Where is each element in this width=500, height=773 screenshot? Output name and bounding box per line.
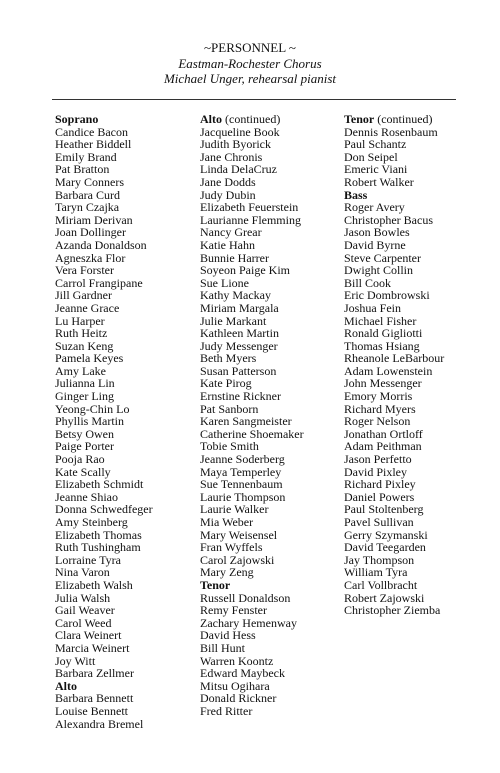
member-name-text: Laurie Walker: [200, 502, 269, 517]
roster-column-1: [55, 113, 153, 730]
member-name-text: Pamela Keyes: [55, 351, 124, 366]
member-name-text: Michael Fisher: [344, 313, 417, 328]
member-name-text: Remy Fenster: [200, 603, 267, 618]
member-name-text: Barbara Bennett: [55, 691, 134, 706]
member-name-text: Judy Dubin: [200, 187, 256, 202]
member-name-text: Richard Pixley: [344, 477, 416, 492]
member-name: [344, 604, 444, 617]
member-name-text: Gail Weaver: [55, 603, 115, 618]
member-name-text: Elizabeth Schmidt: [55, 477, 144, 492]
member-name-text: Russell Donaldson: [200, 590, 291, 605]
continued-note: (continued): [222, 112, 281, 126]
member-name-text: Dwight Collin: [344, 263, 414, 278]
member-name-text: Emeric Viani: [344, 162, 408, 177]
member-name-text: Nina Varon: [55, 565, 110, 580]
member-name-text: Carl Vollbracht: [344, 577, 418, 592]
member-name-text: Edward Maybeck: [200, 666, 285, 681]
member-name-text: Linda DelaCruz: [200, 162, 277, 177]
member-name-text: Alexandra Bremel: [55, 716, 144, 731]
member-name-text: Jill Gardner: [55, 288, 112, 303]
member-name-text: Jacqueline Book: [200, 124, 280, 139]
member-name-text: Daniel Powers: [344, 489, 415, 504]
member-name-text: Yeong-Chin Lo: [55, 401, 130, 416]
member-name-text: Mitsu Ogihara: [200, 678, 270, 693]
member-name: [200, 705, 304, 718]
member-name-text: Richard Myers: [344, 401, 416, 416]
member-name-text: Betsy Owen: [55, 426, 114, 441]
section-heading-label: Soprano: [55, 112, 99, 126]
member-name-text: Pavel Sullivan: [344, 515, 414, 529]
member-name-text: Amy Steinberg: [55, 515, 128, 529]
member-name-text: Thomas Hsiang: [344, 338, 420, 353]
member-name-text: Soyeon Paige Kim: [200, 263, 290, 278]
member-name-text: John Messenger: [344, 376, 422, 391]
member-name-text: Sue Lione: [200, 275, 249, 290]
member-name-text: Marcia Weinert: [55, 640, 130, 655]
member-name-text: Gerry Szymanski: [344, 527, 428, 542]
member-name-text: Julia Walsh: [55, 590, 111, 605]
member-name-text: Mary Zeng: [200, 565, 254, 580]
member-name-text: Pooja Rao: [55, 452, 105, 467]
member-name-text: Julianna Lin: [55, 376, 115, 391]
member-name-text: Ernstine Rickner: [200, 389, 281, 404]
divider-rule: [52, 99, 456, 100]
member-name-text: Emily Brand: [55, 149, 117, 164]
section-heading-label: Bass: [344, 187, 368, 202]
member-name-text: Warren Koontz: [200, 653, 274, 668]
pianist-credit: Michael Unger, rehearsal pianist: [163, 71, 337, 86]
member-name-text: Kathleen Martin: [200, 326, 279, 341]
member-name-text: Paul Stoltenberg: [344, 502, 424, 517]
roster-column-3: [344, 113, 444, 617]
member-name-text: David Hess: [200, 628, 256, 643]
member-name-text: David Pixley: [344, 464, 407, 479]
member-name-text: William Tyra: [344, 565, 408, 580]
member-name-text: Elizabeth Walsh: [55, 577, 133, 592]
member-name-text: David Teegarden: [344, 540, 426, 555]
member-name-text: Clara Weinert: [55, 628, 122, 643]
member-name-text: Carol Weed: [55, 615, 112, 630]
member-name-text: Beth Myers: [200, 351, 257, 366]
member-name-text: Azanda Donaldson: [55, 237, 147, 252]
roster-column-2: [200, 113, 304, 718]
member-name-text: Donald Rickner: [200, 691, 277, 706]
member-name-text: Miriam Derivan: [55, 212, 133, 227]
member-name-text: Eric Dombrowski: [344, 288, 430, 303]
member-name-text: Ruth Tushingham: [55, 540, 141, 555]
member-name-text: Sue Tennenbaum: [200, 477, 283, 492]
member-name-text: Ginger Ling: [55, 389, 114, 404]
page-header: [0, 40, 500, 87]
member-name-text: Christopher Ziemba: [344, 603, 441, 618]
member-name-text: Katie Hahn: [200, 237, 255, 252]
member-name-text: Judy Messenger: [200, 338, 278, 353]
member-name-text: Mary Conners: [55, 174, 124, 189]
member-name-text: Donna Schwedfeger: [55, 502, 153, 517]
member-name-text: Jeanne Soderberg: [200, 452, 285, 467]
member-name-text: Roger Avery: [344, 200, 405, 215]
member-name-text: Joan Dollinger: [55, 225, 126, 240]
member-name-text: Nancy Grear: [200, 225, 262, 240]
member-name-text: Zachary Hemenway: [200, 615, 297, 630]
member-name-text: Miriam Margala: [200, 300, 279, 315]
section-heading-label: Tenor: [200, 577, 231, 592]
member-name-text: Amy Lake: [55, 363, 106, 378]
member-name-text: Julie Markant: [200, 313, 267, 328]
page-title: ~PERSONNEL ~: [204, 40, 296, 55]
member-name-text: Mary Weisensel: [200, 527, 278, 542]
member-name-text: Lorraine Tyra: [55, 552, 121, 567]
member-name-text: Jane Chronis: [200, 149, 263, 164]
member-name-text: Pat Bratton: [55, 162, 110, 177]
member-name-text: Judith Byorick: [200, 137, 271, 152]
member-name-text: Elizabeth Thomas: [55, 527, 142, 542]
member-name-text: Robert Walker: [344, 174, 414, 189]
member-name-text: Agneszka Flor: [55, 250, 126, 265]
member-name: [55, 718, 153, 731]
member-name-text: Jeanne Shiao: [55, 489, 118, 504]
member-name-text: Barbara Curd: [55, 187, 120, 202]
member-name-text: Suzan Keng: [55, 338, 114, 353]
member-name-text: Don Seipel: [344, 149, 398, 164]
member-name-text: Kathy Mackay: [200, 288, 271, 303]
member-name-text: Fred Ritter: [200, 703, 253, 718]
member-name-text: Christopher Bacus: [344, 212, 433, 227]
member-name-text: Taryn Czajka: [55, 200, 120, 215]
member-name-text: Adam Peithman: [344, 439, 422, 454]
member-name-text: Carol Zajowski: [200, 552, 275, 567]
member-name-text: Jason Bowles: [344, 225, 410, 240]
member-name-text: Kate Pirog: [200, 376, 252, 391]
member-name-text: Roger Nelson: [344, 414, 411, 429]
ensemble-name: Eastman-Rochester Chorus: [178, 55, 322, 71]
member-name-text: Jason Perfetto: [344, 452, 412, 467]
section-heading-label: Alto: [200, 112, 222, 126]
member-name-text: Mia Weber: [200, 515, 254, 529]
member-name-text: Barbara Zellmer: [55, 666, 134, 681]
member-name-text: Laurie Thompson: [200, 489, 286, 504]
member-name-text: Susan Patterson: [200, 363, 277, 378]
member-name-text: Ronald Gigliotti: [344, 326, 423, 341]
member-name-text: Robert Zajowski: [344, 590, 425, 605]
member-name-text: Paige Porter: [55, 439, 114, 454]
section-heading-label: Tenor: [344, 112, 375, 126]
member-name-text: Bunnie Harrer: [200, 250, 269, 265]
member-name-text: Jeanne Grace: [55, 300, 120, 315]
member-name-text: Louise Bennett: [55, 703, 128, 718]
member-name-text: Carrol Frangipane: [55, 275, 143, 290]
member-name-text: Kate Scally: [55, 464, 111, 479]
member-name-text: Elizabeth Feuerstein: [200, 200, 299, 215]
member-name-text: Jane Dodds: [200, 174, 256, 189]
member-name-text: Ruth Heitz: [55, 326, 108, 341]
member-name-text: Steve Carpenter: [344, 250, 421, 265]
member-name-text: Jonathan Ortloff: [344, 426, 423, 441]
member-name-text: Dennis Rosenbaum: [344, 124, 438, 139]
member-name-text: Karen Sangmeister: [200, 414, 292, 429]
member-name-text: Phyllis Martin: [55, 414, 125, 429]
member-name-text: Candice Bacon: [55, 124, 128, 139]
member-name-text: Maya Temperley: [200, 464, 282, 479]
member-name-text: Paul Schantz: [344, 137, 407, 152]
member-name-text: Heather Biddell: [55, 137, 132, 152]
member-name-text: Rheanole LeBarbour: [344, 351, 445, 366]
member-name-text: David Byrne: [344, 237, 406, 252]
member-name-text: Joshua Fein: [344, 300, 401, 315]
continued-note: (continued): [374, 112, 433, 126]
member-name-text: Jay Thompson: [344, 552, 415, 567]
member-name-text: Bill Hunt: [200, 640, 246, 655]
member-name-text: Bill Cook: [344, 275, 392, 290]
member-name-text: Lu Harper: [55, 313, 105, 328]
member-name-text: Pat Sanborn: [200, 401, 259, 416]
member-name-text: Tobie Smith: [200, 439, 259, 454]
member-name-text: Vera Forster: [55, 263, 114, 278]
section-heading-label: Alto: [55, 678, 77, 693]
member-name-text: Laurianne Flemming: [200, 212, 301, 227]
member-name-text: Catherine Shoemaker: [200, 426, 304, 441]
member-name-text: Emory Morris: [344, 389, 413, 404]
member-name-text: Joy Witt: [55, 653, 96, 668]
member-name-text: Adam Lowenstein: [344, 363, 433, 378]
member-name-text: Fran Wyffels: [200, 540, 263, 555]
